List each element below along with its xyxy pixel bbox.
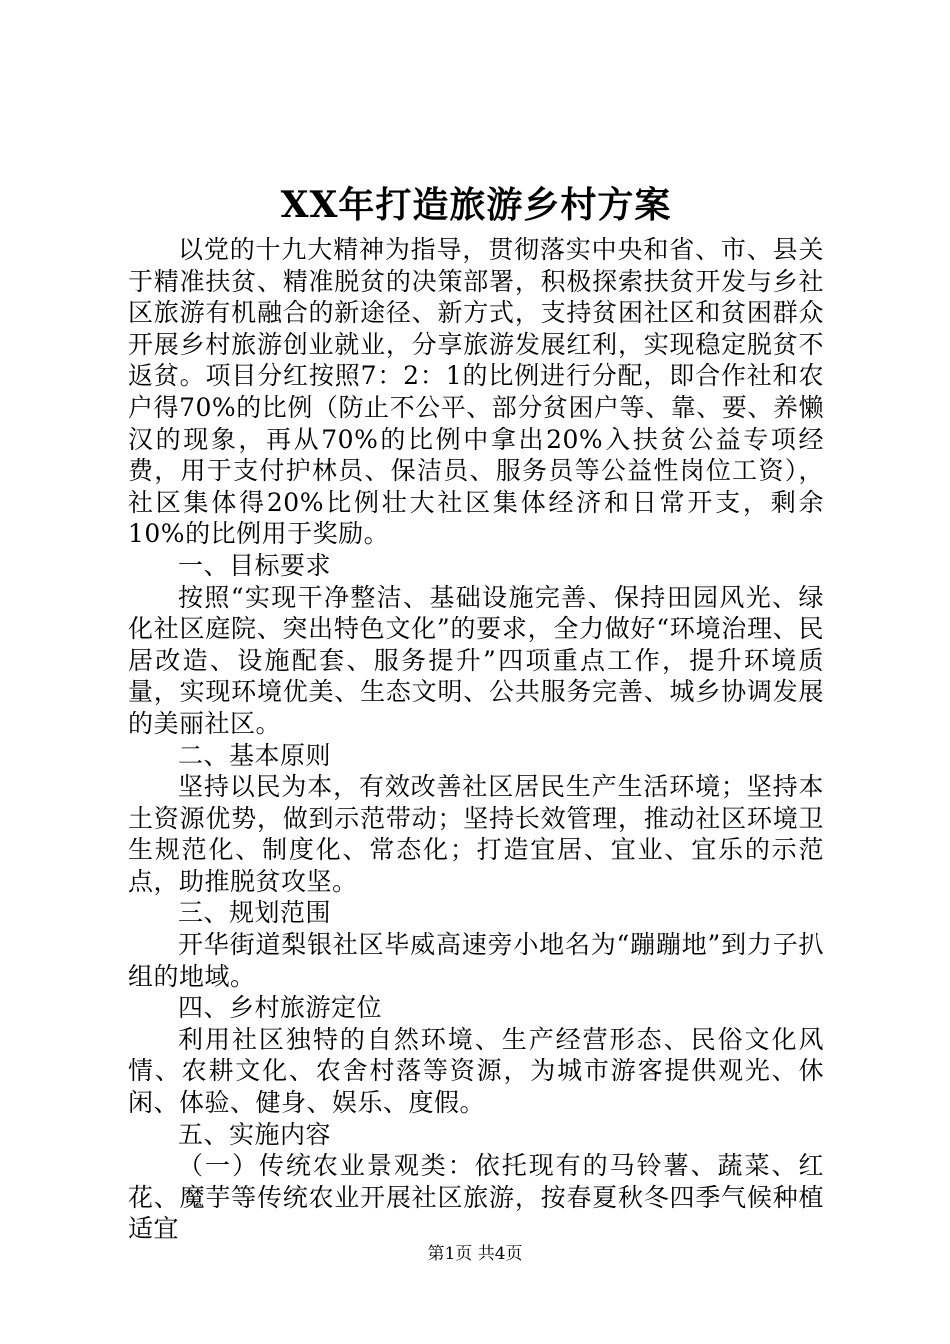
- document-title: XX年打造旅游乡村方案: [280, 184, 672, 226]
- section-heading: 五、实施内容: [178, 1119, 332, 1149]
- body-paragraph: （一）传统农业景观类：依托现有的马铃薯、蔬菜、红花、魔芋等传统农业开展社区旅游，按春夏秋冬四季气候种植适宜: [128, 1151, 824, 1244]
- body-paragraph: 利用社区独特的自然环境、生产经营形态、民俗文化风情、农耕文化、农舍村落等资源，为城市游客提供观光、休闲、体验、健身、娱乐、度假。: [128, 1024, 824, 1118]
- body-paragraph: 开华街道梨银社区毕威高速旁小地名为“蹦蹦地”到力子扒组的地域。: [128, 930, 824, 991]
- body-paragraph: 以党的十九大精神为指导，贯彻落实中央和省、市、县关于精准扶贫、精准脱贫的决策部署，积极探索扶贫开发与乡社区旅游有机融合的新途径、新方式，支持贫困社区和贫困群众开展乡村旅游创业就业，分享旅游发展红利，实现稳定脱贫不返贫。项目分红按照7：2：1的比例进行分配，即合作社和农户得70%的比例（防止不公平、部分贫困户等、靠、要、养懒汉的现象，再从70%的比例中拿出20%入扶贫公益专项经费，用于支付护林员、保洁员、服务员等公益性岗位工资），社区集体得20%比例壮大社区集体经济和日常开支，剩余10%的比例用于奖励。: [128, 235, 824, 549]
- body-paragraph: 坚持以民为本，有效改善社区居民生产生活环境；坚持本土资源优势，做到示范带动；坚持长效管理，推动社区环境卫生规范化、制度化、常态化；打造宜居、宜业、宜乐的示范点，助推脱贫攻坚。: [128, 772, 824, 896]
- page-footer: 第1页 共4页: [427, 1244, 523, 1264]
- body-paragraph: 按照“实现干净整洁、基础设施完善、保持田园风光、绿化社区庭院、突出特色文化”的要求，全力做好“环境治理、民居改造、设施配套、服务提升”四项重点工作，提升环境质量，实现环境优美、生态文明、公共服务完善、城乡协调发展的美丽社区。: [128, 582, 824, 738]
- section-heading: 三、规划范围: [178, 898, 332, 928]
- document-page: [128, 180, 824, 1245]
- document-body: [128, 234, 824, 1245]
- section-heading: 二、基本原则: [178, 740, 332, 770]
- section-heading: 四、乡村旅游定位: [178, 993, 383, 1023]
- section-heading: 一、目标要求: [178, 550, 332, 580]
